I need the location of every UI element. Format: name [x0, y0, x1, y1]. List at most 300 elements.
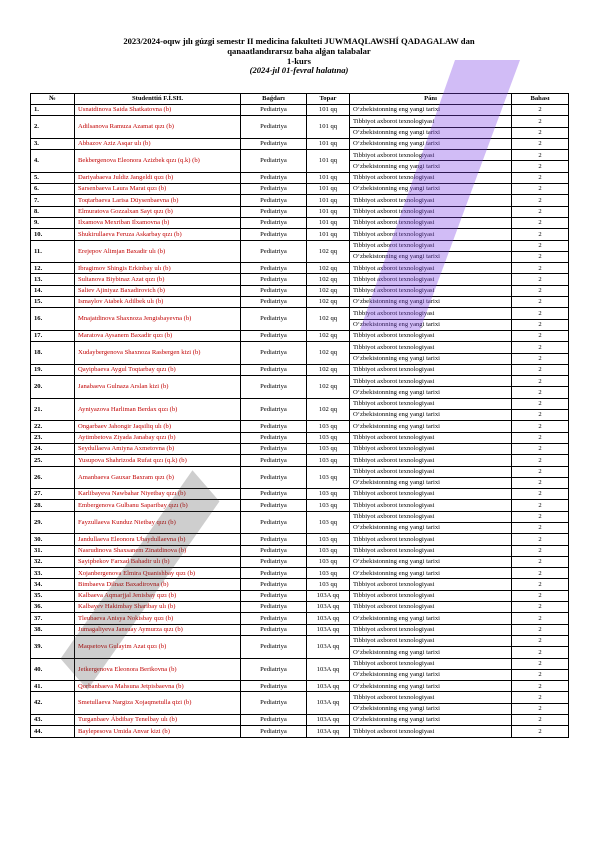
header-date: (2024-jıl 01-fevral halatına): [249, 65, 349, 76]
department-cell: Pediatriya: [241, 658, 307, 681]
group-cell: 101 qq: [307, 138, 350, 149]
student-name-cell: Jetkergenova Eleonora Berikovna (b): [75, 658, 241, 681]
row-number-cell: 10.: [31, 229, 75, 240]
subject-cell: Tibbiyot axborot texnologiyasi: [350, 511, 512, 522]
department-cell: Pediatriya: [241, 715, 307, 726]
student-name-cell: Ismaylov Atabek Adilbek ulı (b): [75, 297, 241, 308]
row-number-cell: 12.: [31, 263, 75, 274]
subject-cell: Tibbiyot axborot texnologiyasi: [350, 692, 512, 703]
group-cell: 102 qq: [307, 240, 350, 263]
table-row: [31, 274, 569, 285]
department-cell: Pediatriya: [241, 500, 307, 511]
group-cell: 102 qq: [307, 297, 350, 308]
department-cell: Pediatriya: [241, 263, 307, 274]
subject-cell: Tibbiyot axborot texnologiyasi: [350, 376, 512, 387]
subject-cell: Tibbiyot axborot texnologiyasi: [350, 217, 512, 228]
subject-cell: Tibbiyot axborot texnologiyasi: [350, 240, 512, 251]
table-row: [31, 658, 569, 669]
subject-cell: O‘zbekistonning eng yangi tarixi: [350, 421, 512, 432]
student-name-cell: Bimbaeva Dilnaz Baxadirovna (b): [75, 579, 241, 590]
group-cell: 101 qq: [307, 184, 350, 195]
group-cell: 103 qq: [307, 545, 350, 556]
group-cell: 103 qq: [307, 421, 350, 432]
student-name-cell: Karlibayeva Nawbahar Niyetbay qızı (b): [75, 489, 241, 500]
group-cell: 102 qq: [307, 263, 350, 274]
grade-cell: 2: [512, 353, 569, 364]
row-number-cell: 17.: [31, 330, 75, 341]
row-number-cell: 41.: [31, 681, 75, 692]
grade-cell: 2: [512, 681, 569, 692]
row-number-cell: 11.: [31, 240, 75, 263]
grade-cell: 2: [512, 195, 569, 206]
subject-cell: O‘zbekistonning eng yangi tarixi: [350, 353, 512, 364]
student-name-cell: Baylepesova Umida Anvar kizi (b): [75, 726, 241, 737]
grade-cell: 2: [512, 692, 569, 703]
grade-cell: 2: [512, 263, 569, 274]
column-header-grade: Bahası: [512, 94, 569, 105]
grade-cell: 2: [512, 455, 569, 466]
department-cell: Pediatriya: [241, 511, 307, 534]
grade-cell: 2: [512, 466, 569, 477]
group-cell: 103 qq: [307, 489, 350, 500]
table-row: [31, 624, 569, 635]
grade-cell: 2: [512, 590, 569, 601]
group-cell: 103A qq: [307, 624, 350, 635]
group-cell: 101 qq: [307, 116, 350, 139]
grade-cell: 2: [512, 500, 569, 511]
grade-cell: 2: [512, 127, 569, 138]
column-header-subject: Pánı: [350, 94, 512, 105]
department-cell: Pediatriya: [241, 489, 307, 500]
subject-cell: O‘zbekistonning eng yangi tarixi: [350, 387, 512, 398]
student-name-cell: Abbazov Aziz Asqar ulı (b): [75, 138, 241, 149]
row-number-cell: 18.: [31, 342, 75, 365]
department-cell: Pediatriya: [241, 172, 307, 183]
subject-cell: Tibbiyot axborot texnologiyasi: [350, 579, 512, 590]
table-row: [31, 263, 569, 274]
student-name-cell: Qayipbaeva Aygul Toqtarbay qızı (b): [75, 364, 241, 375]
grade-cell: 2: [512, 161, 569, 172]
document-header: [40, 37, 558, 76]
grade-cell: 2: [512, 342, 569, 353]
table-row: [31, 364, 569, 375]
grade-cell: 2: [512, 410, 569, 421]
header-course: 1-kurs: [287, 55, 311, 66]
grade-cell: 2: [512, 172, 569, 183]
group-cell: 103A qq: [307, 658, 350, 681]
row-number-cell: 28.: [31, 500, 75, 511]
student-name-cell: Elmuratova Gozzalxan Sayt qızı (b): [75, 206, 241, 217]
student-name-cell: Ongarbaev Jahongir Jaqsiliq ulı (b): [75, 421, 241, 432]
group-cell: 102 qq: [307, 364, 350, 375]
subject-cell: O‘zbekistonning eng yangi tarixi: [350, 568, 512, 579]
student-name-cell: Shukirullaeva Feruza Askarbay qızı (b): [75, 229, 241, 240]
student-name-cell: Mnajatdinova Shaxnoza Jengisbayevna (b): [75, 308, 241, 331]
group-cell: 103 qq: [307, 579, 350, 590]
subject-cell: Tibbiyot axborot texnologiyasi: [350, 206, 512, 217]
table-row: [31, 330, 569, 341]
grade-cell: 2: [512, 602, 569, 613]
subject-cell: Tibbiyot axborot texnologiyasi: [350, 432, 512, 443]
subject-cell: Tibbiyot axborot texnologiyasi: [350, 398, 512, 409]
row-number-cell: 4.: [31, 150, 75, 173]
table-row: [31, 500, 569, 511]
subject-cell: O‘zbekistonning eng yangi tarixi: [350, 319, 512, 330]
student-name-cell: Janabaeva Gulnaza Arslan kizi (b): [75, 376, 241, 399]
group-cell: 102 qq: [307, 398, 350, 421]
row-number-cell: 36.: [31, 602, 75, 613]
subject-cell: O‘zbekistonning eng yangi tarixi: [350, 127, 512, 138]
group-cell: 103A qq: [307, 692, 350, 715]
grade-cell: 2: [512, 489, 569, 500]
subject-cell: Tibbiyot axborot texnologiyasi: [350, 635, 512, 646]
grade-cell: 2: [512, 443, 569, 454]
table-row: [31, 421, 569, 432]
department-cell: Pediatriya: [241, 421, 307, 432]
subject-cell: Tibbiyot axborot texnologiyasi: [350, 150, 512, 161]
department-cell: Pediatriya: [241, 590, 307, 601]
department-cell: Pediatriya: [241, 105, 307, 116]
group-cell: 103 qq: [307, 511, 350, 534]
grade-cell: 2: [512, 647, 569, 658]
grade-cell: 2: [512, 251, 569, 262]
subject-cell: Tibbiyot axborot texnologiyasi: [350, 274, 512, 285]
group-cell: 102 qq: [307, 308, 350, 331]
table-row: [31, 105, 569, 116]
column-header-group: Topar: [307, 94, 350, 105]
department-cell: Pediatriya: [241, 330, 307, 341]
subject-cell: O‘zbekistonning eng yangi tarixi: [350, 161, 512, 172]
table-row: [31, 398, 569, 409]
row-number-cell: 35.: [31, 590, 75, 601]
row-number-cell: 34.: [31, 579, 75, 590]
department-cell: Pediatriya: [241, 217, 307, 228]
department-cell: Pediatriya: [241, 342, 307, 365]
student-name-cell: Maratova Aysanem Baxadir qızı (b): [75, 330, 241, 341]
row-number-cell: 24.: [31, 443, 75, 454]
student-name-cell: Maqsetova Gulayim Azat qızı (b): [75, 635, 241, 658]
subject-cell: O‘zbekistonning eng yangi tarixi: [350, 556, 512, 567]
table-row: [31, 466, 569, 477]
table-row: [31, 308, 569, 319]
group-cell: 103 qq: [307, 534, 350, 545]
department-cell: Pediatriya: [241, 376, 307, 399]
subject-cell: Tibbiyot axborot texnologiyasi: [350, 364, 512, 375]
student-name-cell: Turganbaev Ábdibay Tenelbay ulı (b): [75, 715, 241, 726]
group-cell: 101 qq: [307, 105, 350, 116]
group-cell: 103 qq: [307, 455, 350, 466]
row-number-cell: 8.: [31, 206, 75, 217]
grade-cell: 2: [512, 150, 569, 161]
subject-cell: Tibbiyot axborot texnologiyasi: [350, 443, 512, 454]
student-name-cell: Sayipbekov Farxad Bahadir ulı (b): [75, 556, 241, 567]
row-number-cell: 2.: [31, 116, 75, 139]
subject-cell: O‘zbekistonning eng yangi tarixi: [350, 613, 512, 624]
student-name-cell: Bekbergenova Eleonora Azizbek qızı (q.k) (b): [75, 150, 241, 173]
department-cell: Pediatriya: [241, 274, 307, 285]
grade-cell: 2: [512, 297, 569, 308]
student-name-cell: Ibragimov Shingis Erkinbay ulı (b): [75, 263, 241, 274]
student-name-cell: Saliev Ajiniyaz Baxadirovich (b): [75, 285, 241, 296]
group-cell: 102 qq: [307, 342, 350, 365]
subject-cell: Tibbiyot axborot texnologiyasi: [350, 263, 512, 274]
table-row: [31, 195, 569, 206]
student-name-cell: Amanbaeva Gauxar Baxram qızı (b): [75, 466, 241, 489]
table-row: [31, 545, 569, 556]
student-name-cell: Xudaybergenova Shaxnoza Rasbergen kizi (b): [75, 342, 241, 365]
group-cell: 103A qq: [307, 613, 350, 624]
department-cell: Pediatriya: [241, 308, 307, 331]
table-row: [31, 184, 569, 195]
row-number-cell: 23.: [31, 432, 75, 443]
row-number-cell: 44.: [31, 726, 75, 737]
subject-cell: Tibbiyot axborot texnologiyasi: [350, 602, 512, 613]
subject-cell: Tibbiyot axborot texnologiyasi: [350, 195, 512, 206]
group-cell: 103 qq: [307, 500, 350, 511]
group-cell: 101 qq: [307, 172, 350, 183]
subject-cell: Tibbiyot axborot texnologiyasi: [350, 285, 512, 296]
row-number-cell: 15.: [31, 297, 75, 308]
student-name-cell: Jandullaeva Eleonora Ubaydullaevna (b): [75, 534, 241, 545]
table-row: [31, 715, 569, 726]
department-cell: Pediatriya: [241, 579, 307, 590]
subject-cell: O‘zbekistonning eng yangi tarixi: [350, 669, 512, 680]
student-name-cell: Embergenova Gulbanu Saparibay qızı (b): [75, 500, 241, 511]
grade-cell: 2: [512, 534, 569, 545]
row-number-cell: 38.: [31, 624, 75, 635]
group-cell: 103A qq: [307, 590, 350, 601]
grade-cell: 2: [512, 206, 569, 217]
subject-cell: Tibbiyot axborot texnologiyasi: [350, 726, 512, 737]
department-cell: Pediatriya: [241, 455, 307, 466]
group-cell: 103A qq: [307, 681, 350, 692]
subject-cell: Tibbiyot axborot texnologiyasi: [350, 308, 512, 319]
row-number-cell: 13.: [31, 274, 75, 285]
table-row: [31, 511, 569, 522]
table-row: [31, 590, 569, 601]
student-name-cell: Ilxamova Mexriban Ilxamovna (b): [75, 217, 241, 228]
group-cell: 102 qq: [307, 330, 350, 341]
subject-cell: Tibbiyot axborot texnologiyasi: [350, 342, 512, 353]
table-row: [31, 455, 569, 466]
grade-cell: 2: [512, 703, 569, 714]
grade-cell: 2: [512, 477, 569, 488]
group-cell: 101 qq: [307, 206, 350, 217]
grade-cell: 2: [512, 184, 569, 195]
row-number-cell: 26.: [31, 466, 75, 489]
grade-cell: 2: [512, 319, 569, 330]
grade-cell: 2: [512, 613, 569, 624]
department-cell: Pediatriya: [241, 466, 307, 489]
grade-cell: 2: [512, 635, 569, 646]
subject-cell: O‘zbekistonning eng yangi tarixi: [350, 647, 512, 658]
department-cell: Pediatriya: [241, 206, 307, 217]
grade-cell: 2: [512, 376, 569, 387]
table-row: [31, 556, 569, 567]
table-row: [31, 342, 569, 353]
group-cell: 102 qq: [307, 274, 350, 285]
grade-cell: 2: [512, 138, 569, 149]
subject-cell: O‘zbekistonning eng yangi tarixi: [350, 477, 512, 488]
subject-cell: Tibbiyot axborot texnologiyasi: [350, 590, 512, 601]
subject-cell: Tibbiyot axborot texnologiyasi: [350, 534, 512, 545]
grade-cell: 2: [512, 726, 569, 737]
subject-cell: Tibbiyot axborot texnologiyasi: [350, 229, 512, 240]
column-header-number: №: [31, 94, 75, 105]
department-cell: Pediatriya: [241, 150, 307, 173]
student-name-cell: Ayniyazova Harliman Berdax qızı (b): [75, 398, 241, 421]
subject-cell: O‘zbekistonning eng yangi tarixi: [350, 703, 512, 714]
table-row: [31, 206, 569, 217]
row-number-cell: 43.: [31, 715, 75, 726]
table-row: [31, 240, 569, 251]
subject-cell: Tibbiyot axborot texnologiyasi: [350, 172, 512, 183]
subject-cell: Tibbiyot axborot texnologiyasi: [350, 455, 512, 466]
subject-cell: Tibbiyot axborot texnologiyasi: [350, 500, 512, 511]
table-row: [31, 138, 569, 149]
grade-cell: 2: [512, 432, 569, 443]
row-number-cell: 39.: [31, 635, 75, 658]
grade-cell: 2: [512, 330, 569, 341]
student-name-cell: Nasrudinova Shaxsanem Zinatdinova (b): [75, 545, 241, 556]
subject-cell: Tibbiyot axborot texnologiyasi: [350, 330, 512, 341]
department-cell: Pediatriya: [241, 432, 307, 443]
student-name-cell: Seydullaeva Amiyna Axmetovna (b): [75, 443, 241, 454]
grade-cell: 2: [512, 364, 569, 375]
student-name-cell: Toqtarbaeva Larisa Düysenbaevna (b): [75, 195, 241, 206]
student-name-cell: Usnatdinova Saida Shatkatovna (b): [75, 105, 241, 116]
student-name-cell: Erejepov Alimjan Baxadir ulı (b): [75, 240, 241, 263]
row-number-cell: 21.: [31, 398, 75, 421]
department-cell: Pediatriya: [241, 635, 307, 658]
subject-cell: Tibbiyot axborot texnologiyasi: [350, 116, 512, 127]
student-name-cell: Sarsenbaeva Laura Marat qızı (b): [75, 184, 241, 195]
grade-cell: 2: [512, 217, 569, 228]
table-header-row: [31, 94, 569, 105]
department-cell: Pediatriya: [241, 364, 307, 375]
department-cell: Pediatriya: [241, 681, 307, 692]
subject-cell: O‘zbekistonning eng yangi tarixi: [350, 297, 512, 308]
table-row: [31, 150, 569, 161]
grade-cell: 2: [512, 624, 569, 635]
grade-cell: 2: [512, 105, 569, 116]
table-row: [31, 489, 569, 500]
department-cell: Pediatriya: [241, 726, 307, 737]
group-cell: 101 qq: [307, 195, 350, 206]
grade-cell: 2: [512, 568, 569, 579]
row-number-cell: 29.: [31, 511, 75, 534]
row-number-cell: 37.: [31, 613, 75, 624]
student-name-cell: Fayzullaeva Kunduz Nietbay qızı (b): [75, 511, 241, 534]
column-header-department: Baǵdarı: [241, 94, 307, 105]
student-name-cell: Kalbayev Hakimbay Sharibay ulı (b): [75, 602, 241, 613]
table-row: [31, 443, 569, 454]
grade-cell: 2: [512, 421, 569, 432]
row-number-cell: 30.: [31, 534, 75, 545]
grade-cell: 2: [512, 715, 569, 726]
subject-cell: Tibbiyot axborot texnologiyasi: [350, 466, 512, 477]
header-subtitle: qanaatlandırarsız baha alǵan talabalar: [227, 45, 371, 56]
group-cell: 103A qq: [307, 715, 350, 726]
department-cell: Pediatriya: [241, 534, 307, 545]
row-number-cell: 16.: [31, 308, 75, 331]
table-row: [31, 602, 569, 613]
grade-cell: 2: [512, 387, 569, 398]
department-cell: Pediatriya: [241, 184, 307, 195]
header-title: 2023/2024-oqıw jılı gúzgi semestr II medicina fakulteti JUWMAQLAWSHÍ QADAGALAW dan: [123, 36, 475, 46]
students-table: [30, 93, 569, 738]
subject-cell: Tibbiyot axborot texnologiyasi: [350, 658, 512, 669]
subject-cell: O‘zbekistonning eng yangi tarixi: [350, 105, 512, 116]
group-cell: 101 qq: [307, 229, 350, 240]
grade-cell: 2: [512, 556, 569, 567]
grade-cell: 2: [512, 240, 569, 251]
student-name-cell: Sultanova Biybinaz Azat qızı (b): [75, 274, 241, 285]
column-header-name: Studenttiń F.Í.SH.: [75, 94, 241, 105]
grade-cell: 2: [512, 511, 569, 522]
row-number-cell: 3.: [31, 138, 75, 149]
subject-cell: Tibbiyot axborot texnologiyasi: [350, 545, 512, 556]
group-cell: 103 qq: [307, 556, 350, 567]
group-cell: 101 qq: [307, 150, 350, 173]
student-name-cell: Xojanbergenova Elmira Quanishbay qızı (b): [75, 568, 241, 579]
grade-cell: 2: [512, 398, 569, 409]
department-cell: Pediatriya: [241, 624, 307, 635]
row-number-cell: 42.: [31, 692, 75, 715]
group-cell: 103A qq: [307, 602, 350, 613]
subject-cell: O‘zbekistonning eng yangi tarixi: [350, 410, 512, 421]
grade-cell: 2: [512, 658, 569, 669]
subject-cell: O‘zbekistonning eng yangi tarixi: [350, 522, 512, 533]
group-cell: 103A qq: [307, 726, 350, 737]
subject-cell: Tibbiyot axborot texnologiyasi: [350, 624, 512, 635]
table-row: [31, 297, 569, 308]
table-row: [31, 172, 569, 183]
group-cell: 103 qq: [307, 568, 350, 579]
table-row: [31, 613, 569, 624]
row-number-cell: 7.: [31, 195, 75, 206]
grade-cell: 2: [512, 116, 569, 127]
student-name-cell: Aytimbetova Ziyada Janabay qızı (b): [75, 432, 241, 443]
department-cell: Pediatriya: [241, 545, 307, 556]
department-cell: Pediatriya: [241, 285, 307, 296]
row-number-cell: 33.: [31, 568, 75, 579]
group-cell: 102 qq: [307, 285, 350, 296]
row-number-cell: 19.: [31, 364, 75, 375]
grade-cell: 2: [512, 545, 569, 556]
department-cell: Pediatriya: [241, 240, 307, 263]
group-cell: 103 qq: [307, 443, 350, 454]
table-row: [31, 726, 569, 737]
table-row: [31, 285, 569, 296]
row-number-cell: 5.: [31, 172, 75, 183]
table-row: [31, 579, 569, 590]
table-row: [31, 116, 569, 127]
group-cell: 101 qq: [307, 217, 350, 228]
department-cell: Pediatriya: [241, 229, 307, 240]
department-cell: Pediatriya: [241, 568, 307, 579]
table-row: [31, 568, 569, 579]
department-cell: Pediatriya: [241, 138, 307, 149]
table-row: [31, 681, 569, 692]
table-row: [31, 534, 569, 545]
grade-cell: 2: [512, 522, 569, 533]
subject-cell: Tibbiyot axborot texnologiyasi: [350, 489, 512, 500]
grade-cell: 2: [512, 579, 569, 590]
table-row: [31, 229, 569, 240]
student-name-cell: Adilsanova Ramuza Azamat qızı (b): [75, 116, 241, 139]
student-name-cell: Tleubaeva Anisya Nokisbay qızı (b): [75, 613, 241, 624]
